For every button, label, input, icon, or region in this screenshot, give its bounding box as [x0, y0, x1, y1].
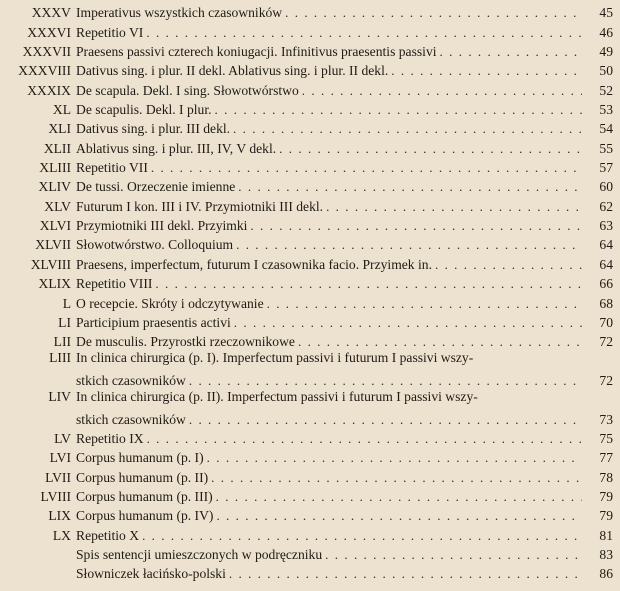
chapter-number: L — [62, 295, 71, 311]
chapter-title: Słowniczek łacińsko-polski — [76, 566, 226, 582]
entry-line — [76, 25, 620, 41]
chapter-number: XLV — [44, 198, 71, 214]
chapter-title: De musculis. Przyrostki rzeczownikowe — [76, 334, 295, 350]
toc-entry — [0, 486, 620, 505]
entry-line — [76, 63, 620, 79]
dot-leader — [212, 102, 582, 118]
chapter-number: LV — [54, 430, 71, 446]
chapter-number: LX — [52, 527, 71, 543]
dot-leader — [323, 199, 582, 215]
dot-leader — [144, 431, 582, 447]
chapter-number: LVII — [45, 469, 71, 485]
chapter-title: Repetitio IX — [76, 430, 144, 446]
dot-leader — [204, 450, 582, 466]
page-number: 46 — [599, 24, 613, 40]
dot-leader — [437, 44, 582, 60]
dot-leader — [282, 5, 582, 21]
entry-body — [76, 63, 620, 79]
chapter-number: XLVIII — [30, 256, 71, 272]
page-number: 72 — [599, 334, 613, 350]
entry-body — [76, 121, 620, 137]
chapter-number: XLIX — [38, 276, 71, 292]
page-number: 64 — [599, 237, 613, 253]
chapter-title: Corpus humanum (p. II) — [76, 469, 209, 485]
page-number: 50 — [599, 63, 613, 79]
entry-line — [76, 160, 620, 176]
chapter-title: Repetitio VIII — [76, 276, 153, 292]
page-number: 86 — [599, 566, 613, 582]
toc-entry — [0, 312, 620, 331]
entry-line — [76, 121, 620, 137]
entry-body — [76, 489, 620, 505]
dot-leader — [299, 83, 582, 99]
dot-leader — [233, 237, 582, 253]
dot-leader — [432, 257, 582, 273]
toc-entry — [0, 118, 620, 137]
page-number: 81 — [599, 527, 613, 543]
entry-body — [76, 389, 620, 428]
dot-leader — [276, 141, 582, 157]
page-number: 64 — [599, 256, 613, 272]
toc-entry — [0, 21, 620, 40]
entry-body — [76, 350, 620, 389]
dot-leader — [143, 25, 582, 41]
entry-body — [76, 334, 620, 350]
toc-entry — [0, 79, 620, 98]
page-number: 68 — [599, 295, 613, 311]
dot-leader — [235, 179, 582, 195]
chapter-title: Dativus sing. i plur. III dekl. — [76, 121, 231, 137]
chapter-number: XXXV — [31, 5, 71, 21]
entry-body — [76, 547, 620, 563]
entry-line — [76, 450, 620, 466]
toc-entry — [0, 524, 620, 543]
dot-leader — [388, 63, 582, 79]
chapter-number: XLI — [48, 121, 71, 137]
dot-leader — [226, 566, 582, 582]
toc-entry — [0, 157, 620, 176]
dot-leader — [264, 296, 582, 312]
dot-leader — [231, 315, 582, 331]
chapter-number: XXXVIII — [18, 63, 71, 79]
chapter-number: LII — [53, 334, 71, 350]
entry-body — [76, 237, 620, 253]
page-number: 75 — [599, 430, 613, 446]
chapter-title: Participium praesentis activi — [76, 314, 231, 330]
entry-body — [76, 257, 620, 273]
chapter-number: LVIII — [40, 488, 71, 504]
chapter-title: Corpus humanum (p. I) — [76, 450, 204, 466]
entry-body — [76, 315, 620, 331]
chapter-title: Repetitio X — [76, 527, 140, 543]
chapter-title-continuation: stkich czasowników — [76, 372, 186, 388]
toc-entry — [0, 466, 620, 485]
chapter-number: LIV — [48, 388, 71, 404]
chapter-title-continuation: stkich czasowników — [76, 411, 186, 427]
toc-entry — [0, 544, 620, 563]
page-number: 73 — [599, 411, 613, 427]
entry-line — [76, 218, 620, 234]
page-number: 62 — [599, 198, 613, 214]
chapter-title: In clinica chirurgica (p. II). Imperfectum passivi i futurum I passivi wszy- — [76, 388, 478, 404]
chapter-title: Praesens, imperfectum, futurum I czasownika facio. Przyimek in. — [76, 256, 432, 272]
page-number: 63 — [599, 218, 613, 234]
chapter-number: LI — [58, 314, 71, 330]
toc-entry — [0, 428, 620, 447]
toc-entry — [0, 253, 620, 272]
toc-entry — [0, 41, 620, 60]
toc-entry — [0, 505, 620, 524]
entry-body — [76, 276, 620, 292]
toc-entry — [0, 99, 620, 118]
page-number: 57 — [599, 160, 613, 176]
chapter-number: XL — [52, 102, 71, 118]
toc-entry — [0, 215, 620, 234]
dot-leader — [208, 470, 582, 486]
toc-entry — [0, 176, 620, 195]
entry-body — [76, 179, 620, 195]
toc-entry — [0, 137, 620, 156]
dot-leader — [295, 334, 582, 350]
entry-line — [76, 566, 620, 582]
chapter-number: LIX — [48, 508, 71, 524]
dot-leader — [186, 373, 582, 389]
page-number: 60 — [599, 179, 613, 195]
toc-entry — [0, 447, 620, 466]
page-number: 49 — [599, 44, 613, 60]
entry-body — [76, 25, 620, 41]
toc-entry — [0, 331, 620, 350]
entry-body — [76, 5, 620, 21]
chapter-title: Ablativus sing. i plur. III, IV, V dekl. — [76, 140, 277, 156]
entry-line — [76, 547, 620, 563]
chapter-number: XLII — [43, 140, 71, 156]
page-number: 54 — [599, 121, 613, 137]
entry-body — [76, 83, 620, 99]
entry-line — [76, 508, 620, 524]
dot-leader — [322, 547, 582, 563]
chapter-title: O recepcie. Skróty i odczytywanie — [76, 295, 264, 311]
dot-leader — [148, 160, 582, 176]
entry-line — [76, 373, 620, 389]
entry-body — [76, 102, 620, 118]
page-number: 45 — [599, 5, 613, 21]
entry-line — [76, 199, 620, 215]
toc-entry — [0, 563, 620, 582]
chapter-title: Repetitio VII — [76, 160, 148, 176]
chapter-number: XXXVI — [27, 24, 71, 40]
entry-line — [76, 528, 620, 544]
chapter-title: De tussi. Orzeczenie imienne — [76, 179, 236, 195]
chapter-title: Dativus sing. i plur. II dekl. Ablativus sing. i plur. II dekl. — [76, 63, 389, 79]
page-number: 72 — [599, 372, 613, 388]
entry-line — [76, 141, 620, 157]
page-number: 66 — [599, 276, 613, 292]
page-number: 83 — [599, 546, 613, 562]
table-of-contents — [0, 2, 620, 582]
entry-body — [76, 218, 620, 234]
entry-body — [76, 566, 620, 582]
chapter-number: XXXIX — [27, 82, 71, 98]
entry-body — [76, 199, 620, 215]
entry-line — [76, 44, 620, 60]
chapter-title: De scapula. Dekl. I sing. Słowotwórstwo — [76, 82, 299, 98]
page-number: 53 — [599, 102, 613, 118]
entry-line — [76, 257, 620, 273]
toc-entry — [0, 2, 620, 21]
dot-leader — [230, 121, 582, 137]
dot-leader — [247, 218, 582, 234]
toc-entry — [0, 389, 620, 428]
page-number: 79 — [599, 508, 613, 524]
chapter-number: XLVI — [39, 218, 71, 234]
entry-line — [76, 470, 620, 486]
entry-line — [76, 5, 620, 21]
page-number: 78 — [599, 469, 613, 485]
entry-line — [76, 83, 620, 99]
page-number: 55 — [599, 140, 613, 156]
chapter-title: De scapulis. Dekl. I plur. — [76, 102, 212, 118]
chapter-title: In clinica chirurgica (p. I). Imperfectum passivi i futurum I passivi wszy- — [76, 350, 474, 366]
toc-entry — [0, 350, 620, 389]
chapter-title: Spis sentencji umieszczonych w podręczniku — [76, 546, 323, 562]
entry-body — [76, 141, 620, 157]
toc-entry — [0, 60, 620, 79]
entry-line — [76, 431, 620, 447]
entry-body — [76, 450, 620, 466]
entry-line — [76, 179, 620, 195]
entry-line — [76, 315, 620, 331]
entry-body — [76, 508, 620, 524]
entry-line — [76, 237, 620, 253]
dot-leader — [213, 508, 582, 524]
dot-leader — [213, 489, 582, 505]
entry-line — [76, 334, 620, 350]
toc-entry — [0, 234, 620, 253]
dot-leader — [152, 276, 582, 292]
chapter-title: Repetitio VI — [76, 24, 144, 40]
dot-leader — [186, 412, 582, 428]
page-number: 52 — [599, 82, 613, 98]
entry-line — [76, 296, 620, 312]
entry-body — [76, 44, 620, 60]
entry-body — [76, 528, 620, 544]
entry-line — [76, 489, 620, 505]
entry-body — [76, 160, 620, 176]
entry-line — [76, 412, 620, 428]
toc-entry — [0, 195, 620, 214]
chapter-number: LVI — [49, 450, 71, 466]
chapter-number: XXXVII — [22, 44, 71, 60]
chapter-number: LIII — [49, 350, 71, 366]
chapter-number: XLVII — [35, 237, 71, 253]
chapter-title: Słowotwórstwo. Colloquium — [76, 237, 234, 253]
chapter-title: Imperativus wszystkich czasowników — [76, 5, 283, 21]
chapter-number: XLIV — [38, 179, 71, 195]
chapter-title: Praesens passivi czterech koniugacji. Infinitivus praesentis passivi — [76, 44, 437, 60]
entry-line — [76, 102, 620, 118]
entry-line — [76, 276, 620, 292]
chapter-title: Corpus humanum (p. III) — [76, 488, 213, 504]
page-number: 79 — [599, 488, 613, 504]
toc-entry — [0, 273, 620, 292]
entry-body — [76, 431, 620, 447]
entry-body — [76, 470, 620, 486]
chapter-number: XLIII — [39, 160, 71, 176]
entry-body — [76, 296, 620, 312]
page-number: 70 — [599, 314, 613, 330]
page-number: 77 — [599, 450, 613, 466]
chapter-title: Przymiotniki III dekl. Przyimki — [76, 218, 248, 234]
chapter-title: Futurum I kon. III i IV. Przymiotniki III dekl. — [76, 198, 324, 214]
chapter-title: Corpus humanum (p. IV) — [76, 508, 214, 524]
toc-entry — [0, 292, 620, 311]
dot-leader — [139, 528, 582, 544]
